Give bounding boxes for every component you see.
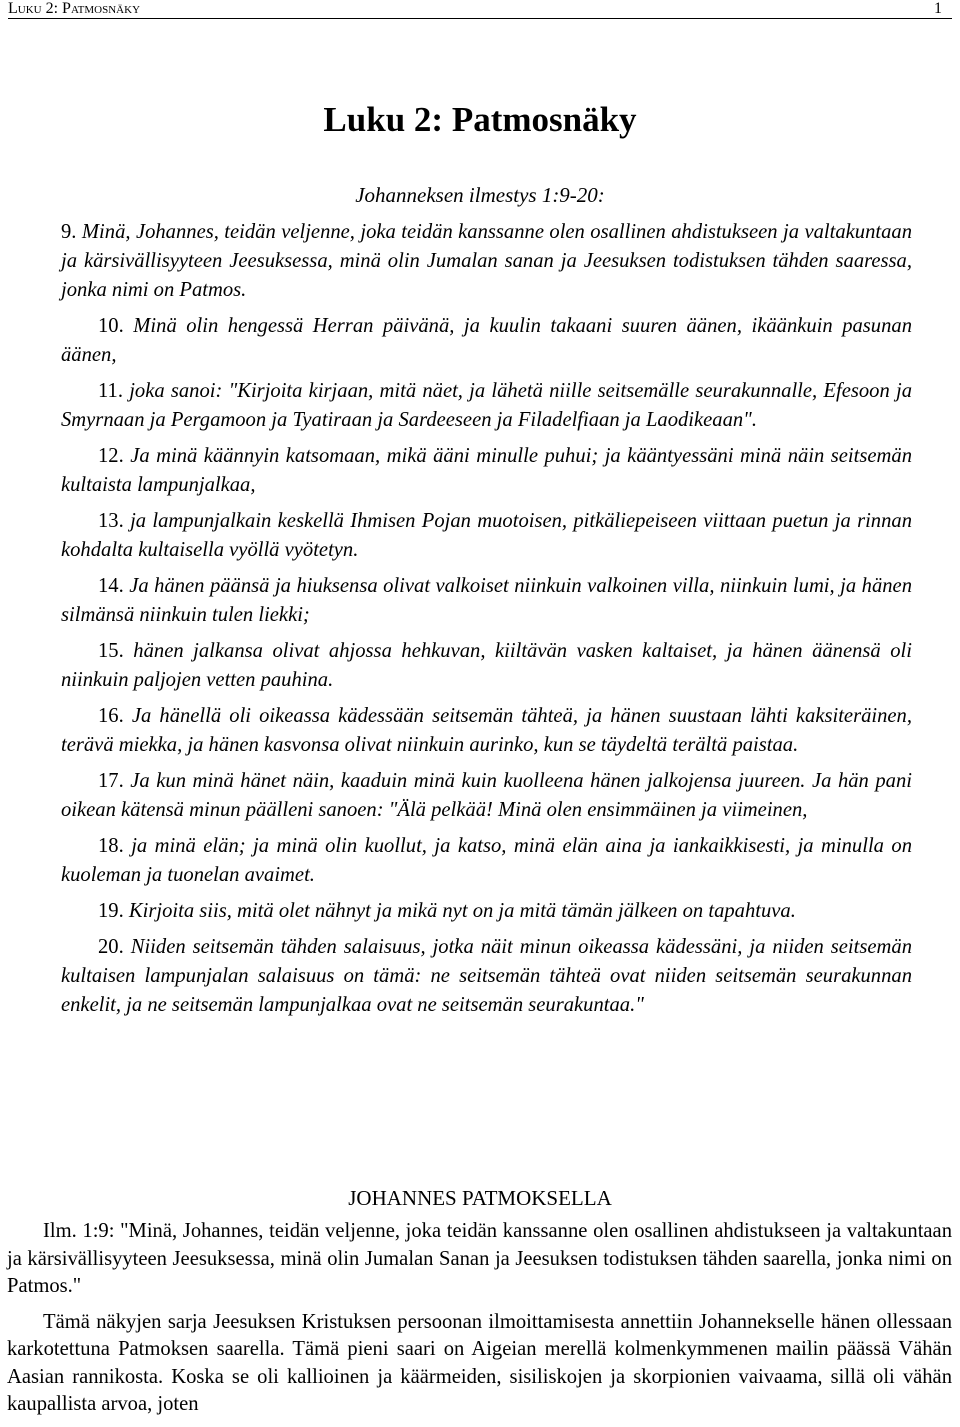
verse xyxy=(61,507,912,565)
verse-number: 14. xyxy=(98,575,124,597)
verse-text: hänen jalkansa olivat ahjossa hehkuvan, kiiltävän vasken kaltaiset, ja hänen äänensä oli niinkuin paljojen vetten pauhina. xyxy=(61,640,912,691)
verse xyxy=(61,702,912,760)
verse-number: 12. xyxy=(98,445,124,467)
verse xyxy=(61,637,912,695)
verse-number: 19. xyxy=(98,900,124,922)
verse-number: 16. xyxy=(98,705,124,727)
verse xyxy=(61,897,912,926)
verse-text: Kirjoita siis, mitä olet nähnyt ja mikä nyt on ja mitä tämän jälkeen on tapahtuva. xyxy=(128,900,796,922)
paragraph: Ilm. 1:9: "Minä, Johannes, teidän veljenne, joka teidän kanssanne olen osallinen ahdistukseen ja valtakuntaan ja kärsivällisyyteen Jeesuksessa, minä olin Jumalan Sanan ja Jeesuksen todistuksen tähden saarella, jonka nimi on Patmos." xyxy=(7,1220,952,1297)
verse-number: 9. xyxy=(61,221,77,243)
verse-text: ja lampunjalkain keskellä Ihmisen Pojan muotoisen, pitkäliepeiseen viittaan puetun ja rinnan kohdalta kultaisella vyöllä vyötetyn. xyxy=(61,510,912,561)
verse xyxy=(61,377,912,435)
verse-text: ja minä elän; ja minä olin kuollut, ja katso, minä elän aina ja iankaikkisesti, ja minulla on kuoleman ja tuonelan avaimet. xyxy=(61,835,913,886)
verse xyxy=(61,832,912,890)
verse-number: 13. xyxy=(98,510,124,532)
verse-text: Ja hänen päänsä ja hiuksensa olivat valkoiset niinkuin valkoinen villa, niinkuin lumi, ja hänen silmänsä niinkuin tulen liekki; xyxy=(61,575,912,626)
verse-number: 20. xyxy=(98,936,124,958)
running-header-title: Luku 2: Patmosnäky xyxy=(8,0,141,17)
verse-text: joka sanoi: "Kirjoita kirjaan, mitä näet, ja lähetä niille seitsemälle seurakunnalle, Efesoon ja Smyrnaan ja Pergamoon ja Tyatiraan ja Sardeeseen ja Filadelfiaan ja Laodikeaan". xyxy=(61,380,912,431)
verse-number: 10. xyxy=(98,315,124,337)
paragraph: Tämä näkyjen sarja Jeesuksen Kristuksen persoonan ilmoittamisesta annettiin Johannekselle hänen ollessaan karkotettuna Patmoksen saarella. Tämä pieni saari on Aigeian merellä kolmenkymmenen mailin päässä Vähän Aasian rannikosta. Koska se oli kallioinen ja käärmeiden, sisiliskojen ja skorpionien vaivaama, sillä oli vähän kaupallista arvoa, joten xyxy=(7,1310,952,1415)
verse-text: Niiden seitsemän tähden salaisuus, jotka näit minun oikeassa kädessäni, ja niiden seitsemän kultaisen lampunjalan salaisuus on tämä: ne seitsemän tähteä ovat niiden seitsemän seurakunnan enkelit, ja ne seitsemän lampunjalkaa ovat ne seitsemän seurakuntaa." xyxy=(61,936,912,1016)
verse-text: Ja kun minä hänet näin, kaaduin minä kuin kuolleena hänen jalkojensa juureen. Ja hän pani oikean kätensä minun päälleni sanoen: "Älä pelkää! Minä olen ensimmäinen ja viimeinen, xyxy=(61,770,912,821)
verse-text: Minä, Johannes, teidän veljenne, joka teidän kanssanne olen osallinen ahdistukseen ja valtakuntaan ja kärsivällisyyteen Jeesuksessa, minä olin Jumalan sanan ja Jeesuksen todistuksen tähden saaressa, jonka nimi on Patmos. xyxy=(61,221,912,301)
verse-number: 17. xyxy=(98,770,124,792)
verse xyxy=(61,933,912,1020)
verse-text: Ja hänellä oli oikeassa kädessään seitsemän tähteä, ja hänen suustaan lähti kaksiteräinen, terävä miekka, ja hänen kasvonsa olivat niinkuin aurinko, kun se täydeltä terältä paistaa. xyxy=(61,705,912,756)
verse xyxy=(61,442,912,500)
verse-number: 11. xyxy=(98,380,123,402)
verse-number: 15. xyxy=(98,640,124,662)
section-heading: JOHANNES PATMOKSELLA xyxy=(348,1186,612,1210)
scripture-reference: Johanneksen ilmestys 1:9-20: xyxy=(355,183,605,207)
verse-number: 18. xyxy=(98,835,124,857)
chapter-title: Luku 2: Patmosnäky xyxy=(323,100,637,139)
page-number: 1 xyxy=(934,0,942,17)
verse-text: Ja minä käännyin katsomaan, mikä ääni minulle puhui; ja kääntyessäni minä näin seitsemän kultaista lampunjalkaa, xyxy=(61,445,912,496)
verse-text: Minä olin hengessä Herran päivänä, ja kuulin takaani suuren äänen, ikäänkuin pasunan äänen, xyxy=(61,315,912,366)
verse xyxy=(61,218,912,305)
scripture-verses xyxy=(61,218,912,1027)
verse xyxy=(61,312,912,370)
verse xyxy=(61,572,912,630)
verse xyxy=(61,767,912,825)
body-text xyxy=(7,1218,952,1427)
running-header xyxy=(8,0,952,19)
